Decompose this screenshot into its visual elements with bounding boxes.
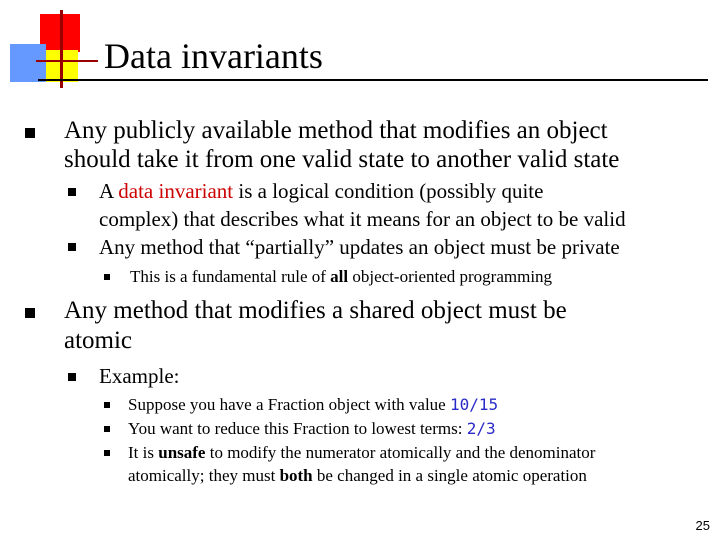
bullet-square — [104, 274, 110, 280]
bullet-2a3-pre: It is — [128, 443, 159, 462]
bullet-square — [25, 308, 35, 318]
bullet-2a3-line2-post: be changed in a single atomic operation — [312, 466, 587, 485]
bullet-square — [104, 450, 110, 456]
bullet-2a3-line2-pre: atomically; they must — [128, 466, 280, 485]
bullet-1b1-bold: all — [330, 267, 349, 286]
bullet-1b1-pre: This is a fundamental rule of — [130, 267, 331, 286]
bullet-2a3-post: to modify the numerator atomically and the denominator — [205, 443, 596, 462]
lowest-terms-code: 2/3 — [466, 419, 496, 438]
slide-title: Data invariants — [104, 36, 323, 76]
page-number: 25 — [695, 518, 710, 533]
bullet-square — [104, 426, 110, 432]
unsafe-bold: unsafe — [158, 443, 206, 462]
bullet-1a-line-1 — [99, 178, 543, 204]
bullet-2-line-2: atomic — [64, 327, 133, 354]
bullet-1-line-1: Any publicly available method that modifies an object — [64, 117, 608, 144]
bullet-1b: Any method that “partially” updates an object must be private — [99, 235, 620, 259]
bullet-square — [68, 373, 76, 381]
bullet-square — [68, 243, 76, 251]
bullet-1-line-2: should take it from one valid state to another valid state — [64, 146, 620, 173]
slide-logo — [0, 0, 100, 90]
bullet-2a3-line-1 — [128, 441, 595, 465]
bullet-1a-line-2: complex) that describes what it means for an object to be valid — [99, 207, 626, 231]
bullet-2a2-pre: You want to reduce this Fraction to lowest terms: — [128, 419, 467, 438]
bullet-square — [68, 188, 76, 196]
bullet-2a: Example: — [99, 364, 180, 388]
bullet-square — [104, 402, 110, 408]
bullet-2-line-1: Any method that modifies a shared object must be — [64, 297, 567, 324]
bullet-2a2 — [128, 417, 496, 441]
both-bold: both — [279, 466, 313, 485]
bullet-2a3-line-2 — [128, 464, 587, 488]
data-invariant-term: data invariant — [118, 179, 234, 203]
title-divider — [38, 79, 708, 81]
bullet-1a-pre: A — [99, 179, 119, 203]
bullet-1b1 — [130, 265, 552, 289]
bullet-square — [25, 128, 35, 138]
bullet-2a1-pre: Suppose you have a Fraction object with value — [128, 395, 450, 414]
fraction-value-code: 10/15 — [449, 395, 499, 414]
bullet-1b1-post: object-oriented programming — [348, 267, 553, 286]
bullet-1a-post: is a logical condition (possibly quite — [233, 179, 544, 203]
bullet-2a1 — [128, 393, 498, 417]
